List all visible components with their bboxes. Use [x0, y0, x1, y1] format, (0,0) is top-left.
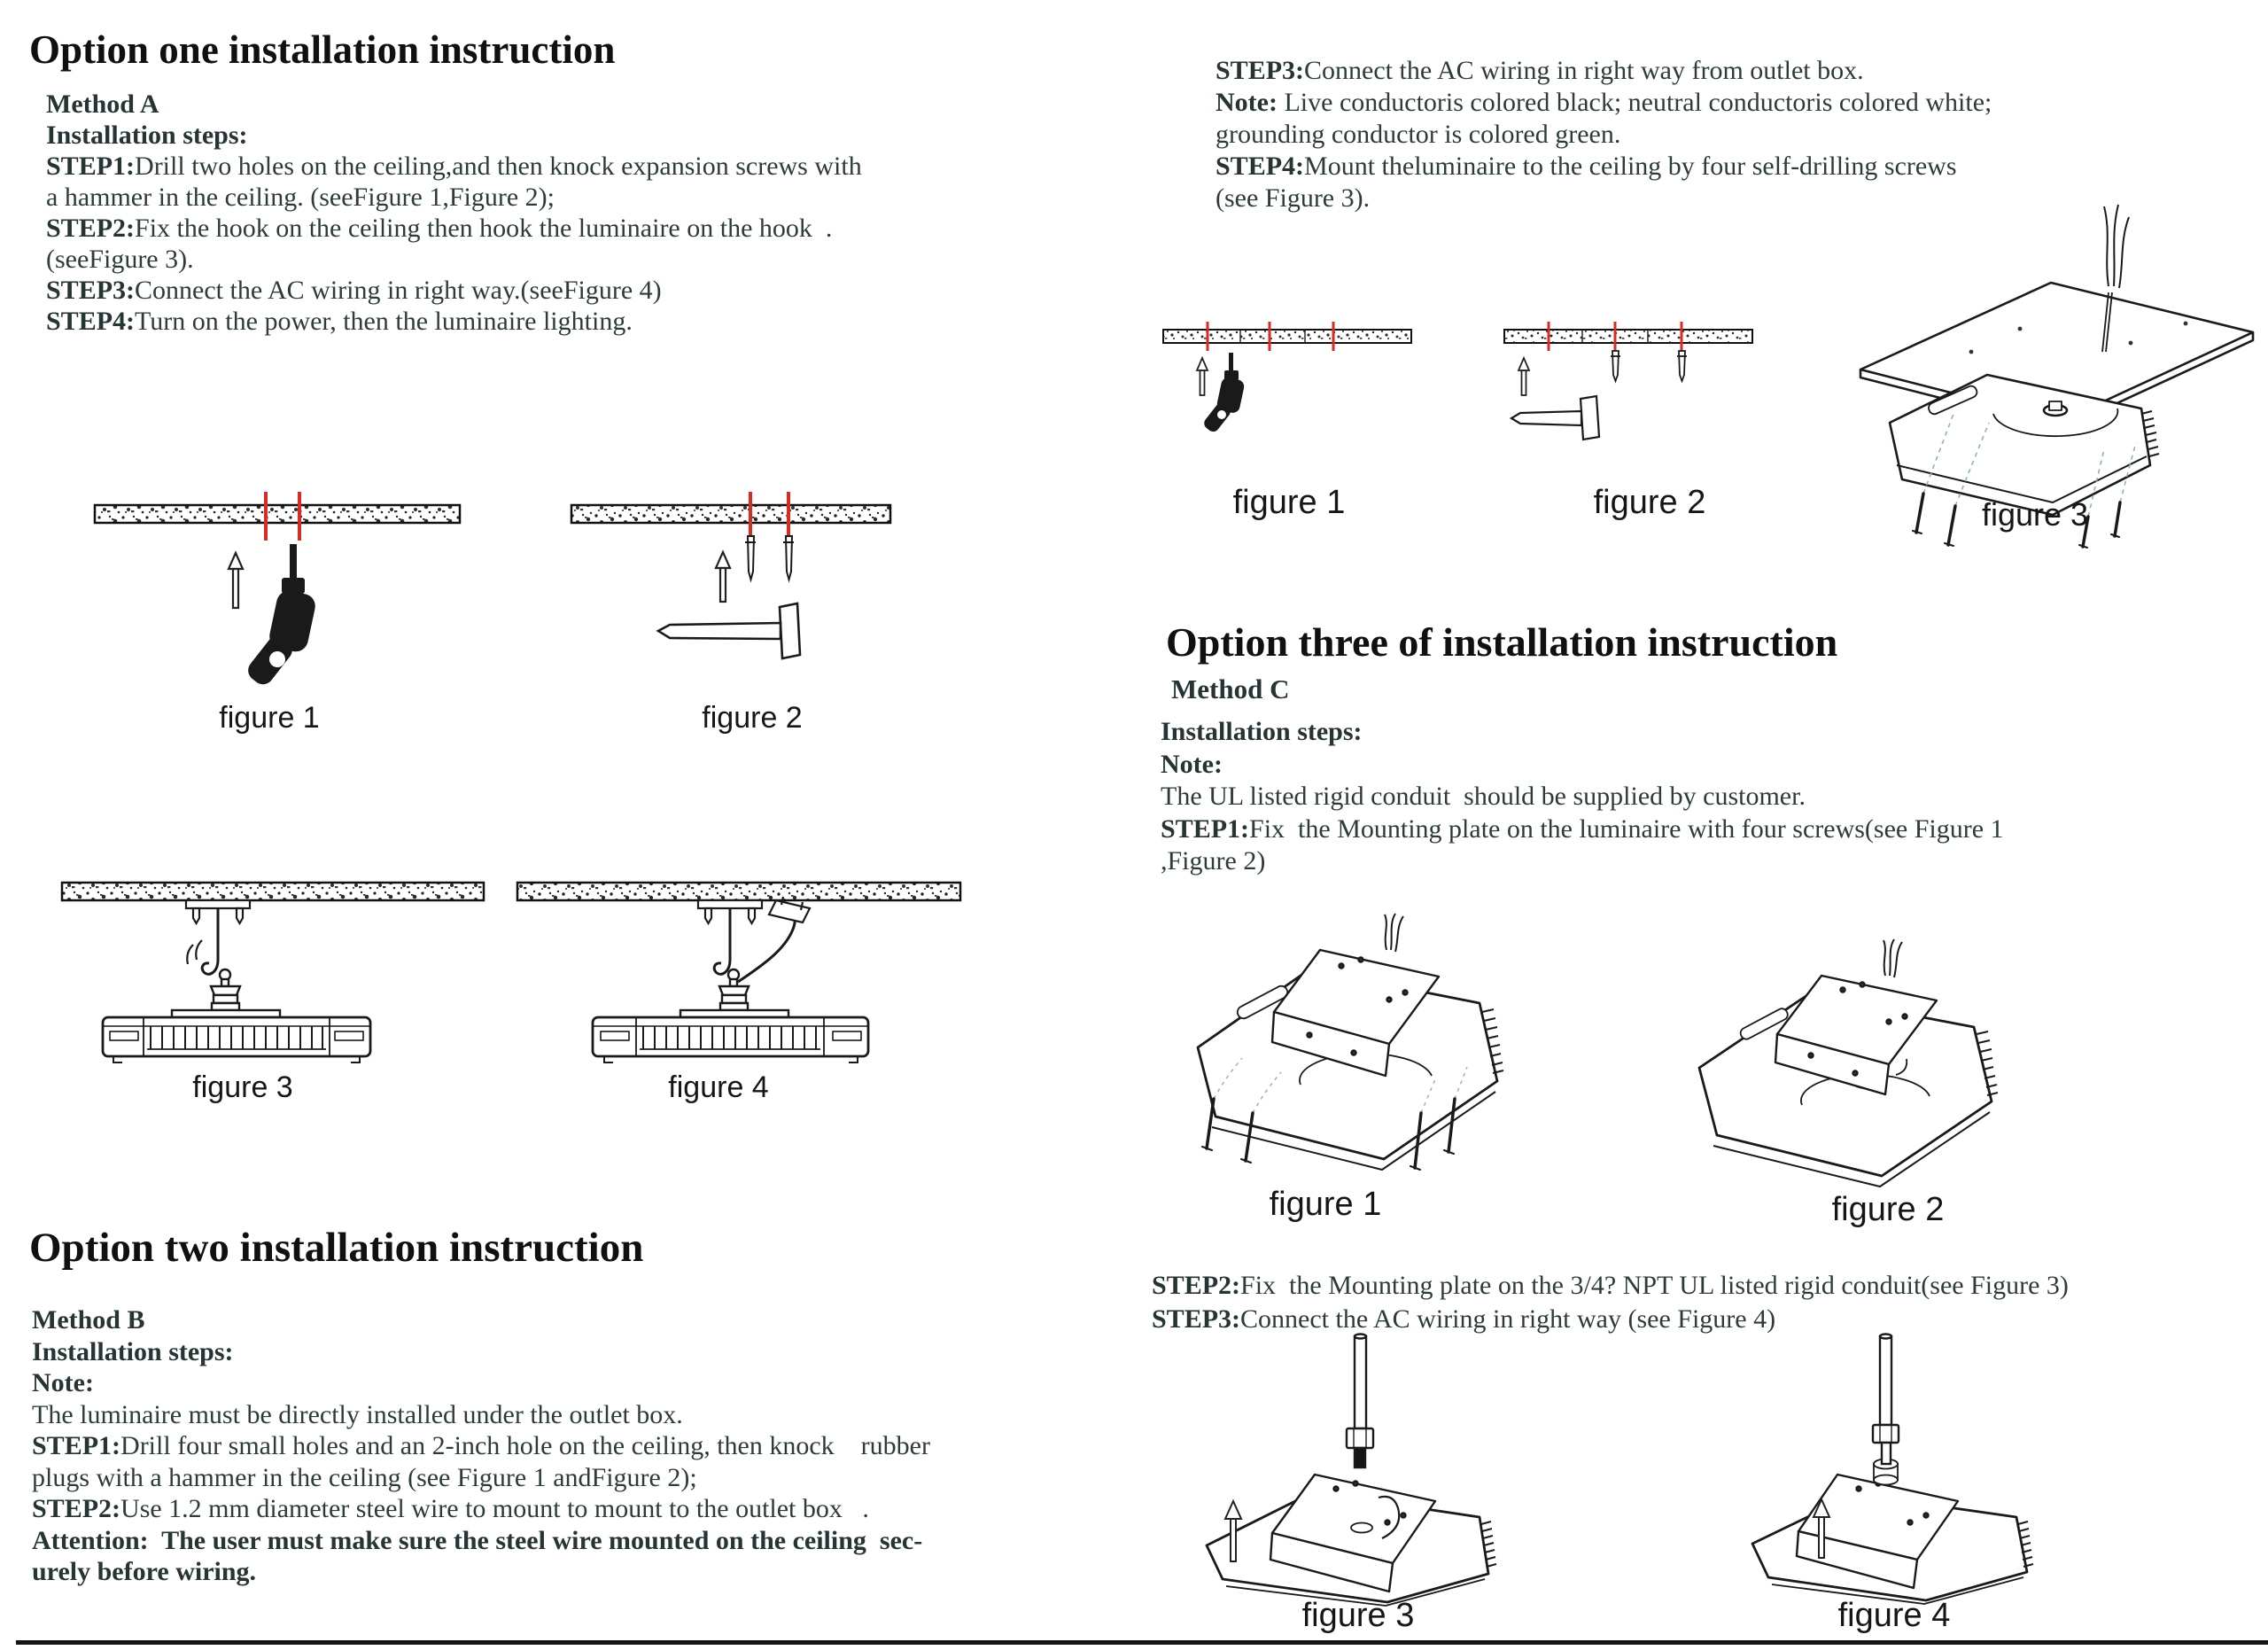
ceiling	[571, 505, 890, 523]
step-text: (seeFigure 3).	[46, 245, 194, 274]
figure-a3-drawing	[37, 876, 498, 1084]
text-line	[46, 89, 862, 120]
text-line	[32, 1336, 930, 1368]
body-text: Live conductoris colored black; neutral conductoris colored white;	[1277, 88, 1992, 117]
text-line	[32, 1556, 930, 1588]
step-label: STEP1:	[46, 152, 136, 181]
expansion-screw	[745, 536, 756, 580]
text-line	[1161, 845, 2004, 878]
method-label: Method B	[32, 1305, 145, 1335]
figure-caption: figure 1	[1232, 484, 1346, 521]
text-line	[1152, 1269, 2069, 1303]
figure-b3-drawing	[1838, 182, 2268, 549]
text-line	[46, 306, 862, 337]
figure-caption: figure 2	[702, 701, 803, 735]
cable-gland	[1351, 1523, 1372, 1533]
text-line	[1161, 716, 2004, 749]
option-three-title: Option three of installation instruction	[1166, 619, 1838, 665]
figure-caption: figure 3	[192, 1070, 293, 1104]
text-line	[32, 1399, 930, 1431]
step-label: STEP2:	[32, 1494, 121, 1523]
text-line	[32, 1430, 930, 1462]
figure-caption: figure 4	[1837, 1597, 1951, 1634]
steps-label: Installation steps:	[1161, 717, 1363, 746]
steps-label: Installation steps:	[32, 1336, 234, 1366]
hook	[202, 908, 218, 974]
arrow-up-icon	[229, 553, 243, 608]
figure-a4-drawing	[512, 876, 973, 1084]
luminaire	[103, 969, 370, 1062]
step-label: STEP3:	[1216, 56, 1305, 85]
ac-wires	[1884, 939, 1902, 977]
figure-c3-drawing	[1180, 1327, 1561, 1613]
option-one-title: Option one installation instruction	[29, 27, 616, 72]
conduit-pipe	[1873, 1335, 1899, 1465]
figure-caption: figure 1	[219, 701, 320, 735]
step-label: STEP4:	[1216, 152, 1305, 181]
text-line	[1216, 151, 1992, 183]
ceiling	[1163, 330, 1411, 343]
text-line	[1161, 813, 2004, 846]
body-text: The luminaire must be directly installed under the outlet box.	[32, 1399, 683, 1429]
option-two-steps	[32, 1304, 930, 1588]
figure-c2-drawing	[1673, 935, 2054, 1201]
bottom-divider	[16, 1640, 2268, 1645]
option-two-title: Option two installation instruction	[29, 1225, 644, 1271]
arrow-up-icon	[1518, 358, 1529, 395]
option-one-steps	[46, 89, 862, 337]
step-text: Connect the AC wiring in right way from outlet box.	[1304, 56, 1864, 85]
conduit-pipe	[1347, 1335, 1373, 1468]
ac-wires	[1385, 914, 1403, 952]
arrow-up-icon	[716, 552, 730, 602]
step-text: plugs with a hammer in the ceiling (see Figure 1 andFigure 2);	[32, 1462, 697, 1492]
figure-caption: figure 3	[1301, 1597, 1415, 1634]
figure-caption: figure 3	[1981, 496, 2089, 533]
drill-icon	[244, 544, 317, 689]
arrow-up-icon	[1197, 358, 1208, 395]
motion-arcs	[187, 940, 202, 964]
hammer-icon	[1511, 396, 1599, 440]
step-text: Fix the hook on the ceiling then hook the luminaire on the hook .	[135, 214, 833, 243]
attention-label: Attention: The user must make sure the steel wire mounted on the ceiling sec-	[32, 1525, 923, 1555]
text-line	[32, 1525, 930, 1557]
ac-wire	[738, 910, 795, 982]
method-c-label: Method C	[1171, 673, 1290, 704]
step-text: a hammer in the ceiling. (seeFigure 1,Figure 2);	[46, 183, 555, 212]
step-text: Connect the AC wiring in right way.(seeFigure 4)	[135, 276, 662, 305]
text-line	[1161, 781, 2004, 813]
step-text: Fix the Mounting plate on the luminaire with four screws(see Figure 1	[1249, 813, 2004, 844]
text-line	[32, 1493, 930, 1525]
step-text: Turn on the power, then the luminaire lighting.	[135, 307, 633, 336]
note-label: Note:	[32, 1368, 94, 1397]
ceiling	[62, 883, 484, 900]
step-text: Drill two holes on the ceiling,and then knock expansion screws with	[135, 152, 862, 181]
figure-caption: figure 2	[1593, 484, 1706, 521]
step-text: Fix the Mounting plate on the 3/4? NPT UL listed rigid conduit(see Figure 3)	[1240, 1271, 2069, 1300]
note-label: Note:	[1216, 88, 1278, 117]
text-line	[32, 1367, 930, 1399]
step-label: STEP1:	[1161, 813, 1250, 844]
text-line	[1216, 119, 1992, 151]
steps-label: Installation steps:	[46, 121, 248, 150]
figure-caption: figure 1	[1269, 1186, 1382, 1223]
ceiling	[95, 505, 460, 523]
text-line	[46, 244, 862, 275]
text-line	[46, 151, 862, 182]
text-line	[32, 1462, 930, 1494]
text-line	[1216, 55, 1992, 87]
ac-wires	[2104, 205, 2129, 288]
figure-caption: figure 2	[1831, 1191, 1945, 1228]
method-label: Method A	[46, 90, 159, 119]
step-label: STEP1:	[32, 1431, 121, 1460]
body-text: grounding conductor is colored green.	[1216, 120, 1621, 149]
step-text: Use 1.2 mm diameter steel wire to mount to mount to the outlet box .	[120, 1494, 869, 1523]
text-line	[1161, 749, 2004, 782]
step-text: Drill four small holes and an 2-inch hole on the ceiling, then knock rubber	[120, 1431, 930, 1460]
hammer-icon	[658, 603, 800, 658]
text-line	[46, 213, 862, 244]
step-text: Connect the AC wiring in right way (see Figure 4)	[1240, 1304, 1776, 1334]
figure-a1-drawing	[49, 486, 474, 707]
figure-b1-drawing	[1156, 317, 1422, 441]
text-line	[1216, 87, 1992, 119]
step-label: STEP3:	[46, 276, 136, 305]
figure-b2-drawing	[1495, 317, 1775, 441]
step-label: STEP4:	[46, 307, 136, 336]
text-line	[46, 120, 862, 151]
rubber-plug	[1677, 351, 1687, 381]
text-line	[32, 1304, 930, 1336]
hook	[714, 908, 730, 974]
body-text: The UL listed rigid conduit should be supplied by customer.	[1161, 782, 1806, 811]
text-line	[46, 275, 862, 306]
figure-a2-drawing	[521, 483, 920, 709]
ceiling	[517, 883, 960, 900]
rubber-plug	[1611, 351, 1620, 381]
ceiling	[1504, 330, 1752, 343]
option-three-steps	[1161, 716, 2004, 878]
option-three-steps-2	[1152, 1269, 2069, 1336]
step-label: STEP2:	[1152, 1271, 1241, 1300]
step-text: (see Figure 3).	[1216, 183, 1371, 213]
step-label: STEP3:	[1152, 1304, 1241, 1334]
step-label: STEP2:	[46, 214, 136, 243]
text-line	[46, 182, 862, 213]
figure-c1-drawing	[1168, 911, 1566, 1203]
figure-c4-drawing	[1729, 1331, 2101, 1613]
attention-text: urely before wiring.	[32, 1557, 257, 1586]
drill-icon	[1201, 353, 1245, 434]
expansion-screw	[783, 536, 794, 580]
step-text: Mount theluminaire to the ceiling by four self-drilling screws	[1304, 152, 1957, 181]
figure-caption: figure 4	[668, 1070, 769, 1104]
note-label: Note:	[1161, 749, 1223, 779]
step-text: ,Figure 2)	[1161, 846, 1266, 876]
luminaire	[593, 969, 868, 1062]
